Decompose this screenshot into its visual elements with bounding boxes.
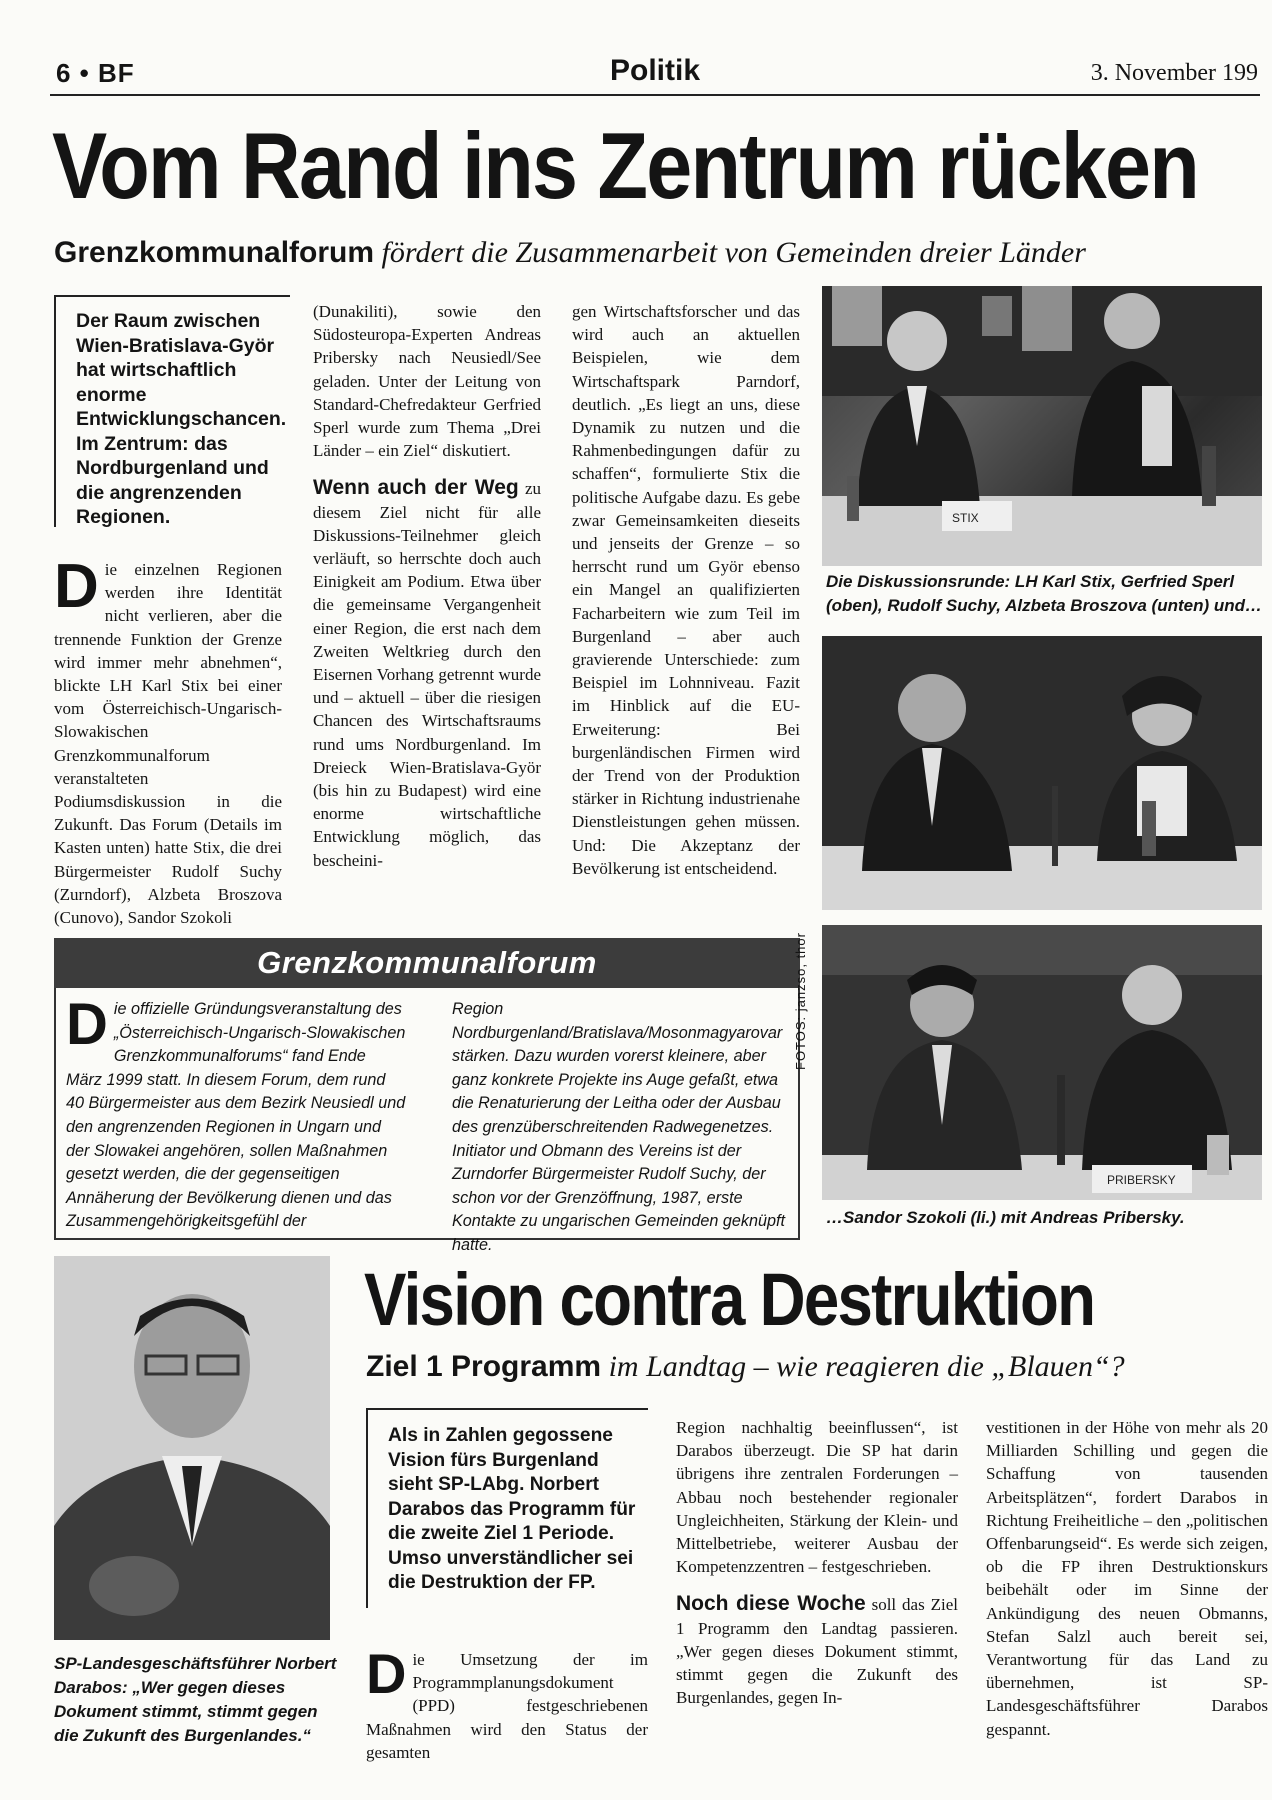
header-rule [50, 94, 1260, 96]
portrait-darabos [54, 1256, 330, 1640]
forum-col1-text: ie offizielle Gründungsveranstaltung des „Österreichisch-Ungarisch-Slowakischen Grenzkommunalforums“ fand Ende März 1999 statt. In diesem Forum, dem rund 40 Bürgermeister aus dem Bezirk Neusiedl und den angrenzenden Regionen in Ungarn und der Slowakei angehören, sollen Maßnahmen gesetzt werden, die der gegenseitigen Annäherung der Bevölkerung dienen und das Zusammengehörigkeitsgefühl der [66, 1000, 406, 1231]
section-title: Politik [610, 54, 701, 87]
article1-intro: Der Raum zwischen Wien-Bratislava-Györ hat wirtschaftlich enorme Entwicklungschancen. Im Zentrum: das Nordburgenland und die angrenzenden Regionen. [54, 295, 290, 527]
photo-szokoli-pribersky [822, 925, 1262, 1200]
article1-col2-after: zu diesem Ziel nicht für alle Diskussions-Teilnehmer gleich verläuft, so herrschte doch auch Einigkeit am Podium. Etwa über die gemeinsame Vergangenheit einer Region, die erst nach dem Zweiten Weltkrieg durch den Eisernen Vorhang getrennt wurde und – aktuell – über die riesigen Chancen des Wirtschaftsraums rund ums Nordburgenland. Im Dreieck Wien-Bratislava-Györ (bis hin zu Budapest) wird eine enorme wirtschaftliche Entwicklung möglich, das bescheini- [313, 479, 542, 870]
article1-col2-text: (Dunakiliti), sowie den Südosteuropa-Experten Andreas Pribersky nach Neusiedl/See geladen. Unter der Leitung von Standard-Chefredakteur Gerfried Sperl wurde zum Thema „Drei Länder – ein Ziel“ diskutiert. [313, 302, 541, 461]
photo-caption-bottom: …Sandor Szokoli (li.) mit Andreas Pribersky. [826, 1208, 1185, 1227]
nameplate-stix: STIX [952, 511, 979, 525]
article1-column-3: gen Wirtschaftsforscher und das wird auch an aktuellen Beispielen, wie dem Wirtschaftspark Parndorf, deutlich. „Es liegt an uns, diese Dynamik zu nutzen und die Rahmenbedingungen dafür zu schaffen“, formulierte Stix die politische Aufgabe dazu. Es gebe zwar Gemeinsamkeiten dieseits und jenseits der Grenze – so herrscht rund um Györ ebenso ein Mangel an qualifizierten Facharbeitern wie zum Teil im Burgenland – aber auch gravierende Unterschiede: zum Beispiel im Lohnniveau. Fazit im Hinblick auf die EU-Erweiterung: Bei burgenländischen Firmen wird der Trend von der Produktion stärker in Richtung industrienahe Dienstleistungen gehen müssen. Und: Die Akzeptanz der Bevölkerung ist entscheidend. [572, 302, 800, 878]
article2-sub-italic: im Landtag – wie reagieren die „Blauen“? [608, 1350, 1125, 1383]
article1-column-2 [313, 300, 541, 872]
nameplate-pribersky: PRIBERSKY [1107, 1173, 1176, 1187]
page-number: 6 • BF [56, 58, 135, 88]
article2-column-1 [366, 1642, 648, 1764]
photo-stix-sperl [822, 286, 1262, 566]
forum-column-1 [66, 992, 406, 1234]
photo-caption-top: Die Diskussionsrunde: LH Karl Stix, Gerfried Sperl (oben), Rudolf Suchy, Alzbeta Broszova (unten) und… [826, 572, 1263, 615]
article2-col1-text: ie Umsetzung der im Programmplanungsdokument (PPD) festgeschriebenen Maßnahmen wird den Status der gesamten [366, 1650, 648, 1762]
article1-col1-text: ie einzelnen Regionen werden ihre Identität nicht verlieren, aber die trennende Funktion der Grenze wird immer mehr abnehmen“, blickte LH Karl Stix bei einer vom Österreichisch-Ungarisch-Slowakischen Grenzkommunalforum veranstalteten Podiumsdiskussion in die Zukunft. Das Forum (Details im Kasten unten) hatte Stix, die drei Bürgermeister Rudolf Suchy (Zurndorf), Alzbeta Broszova (Cunovo), Sandor Szokoli [54, 560, 282, 928]
article2-col2-after: soll das Ziel 1 Programm den Landtag passieren. „Wer gegen dieses Dokument stimmt, stimmt gegen die Zukunft des Burgenlandes, gegen In- [676, 1595, 959, 1708]
photo-panel-bottom [822, 925, 1262, 1200]
photo-credit: FOTOS: janzso, thor [793, 932, 808, 1070]
photo-panel-top [822, 286, 1262, 566]
forum-dropcap: D [66, 992, 108, 1057]
article2-intro: Als in Zahlen gegossene Vision fürs Burgenland sieht SP-LAbg. Norbert Darabos das Programm für die zweite Ziel 1 Periode. Umso unverständlicher sei die Destruktion der FP. [366, 1408, 648, 1608]
issue-date: 3. November 199 [1090, 60, 1258, 86]
article2-sub-bold: Ziel 1 Programm [366, 1350, 602, 1383]
forum-title: Grenzkommunalforum [54, 938, 800, 988]
article1-dropcap: D [54, 552, 99, 621]
photo-panel-middle [822, 636, 1262, 910]
photo-suchy-broszova [822, 636, 1262, 910]
article1-subheadline [54, 236, 1086, 270]
article1-column-1 [54, 552, 282, 929]
article1-headline: Vom Rand ins Zentrum rücken [52, 113, 1198, 218]
article2-headline: Vision contra Destruktion [364, 1258, 1095, 1341]
article2-subhead: Noch diese Woche [676, 1592, 866, 1616]
article2-col2-text: Region nachhaltig beeinflussen“, ist Darabos überzeugt. Die SP hat darin übrigens ihre zentralen Forderungen – Abbau noch bestehender regionaler Ungleichheiten, Stärkung der Klein- und Mittelbetriebe, weiterer Ausbau der Kompetenzzentren – festgeschrieben. [676, 1418, 958, 1577]
article1-subhead: Wenn auch der Weg [313, 476, 519, 500]
article2-dropcap: D [366, 1642, 407, 1705]
forum-column-2: Region Nordburgenland/Bratislava/Mosonmagyarovar stärken. Dazu wurden vorerst kleinere, aber ganz konkrete Projekte ins Auge gefaßt, etwa die Renaturierung der Leitha oder der Ausbau des grenzüberschreitenden Radwegenetzes. Initiator und Obmann des Vereins ist der Zurndorfer Bürgermeister Rudolf Suchy, der schon vor der Grenzöffnung, 1987, erste Kontakte zu ungarischen Gemeinden geknüpft hatte. [452, 1000, 785, 1254]
darabos-caption: SP-Landesgeschäftsführer Norbert Darabos: „Wer gegen dieses Dokument stimmt, stimmt gegen die Zukunft des Burgenlandes.“ [54, 1654, 337, 1745]
article2-subheadline [366, 1350, 1125, 1384]
photo-darabos [54, 1256, 330, 1640]
article2-column-3: vestitionen in der Höhe von mehr als 20 Milliarden Schilling und gegen die Schaffung von tausenden Arbeitsplätzen“, fordert Darabos in Richtung Freiheitliche – den „politischen Offenbarungseid“. Es werde sich zeigen, ob die FP ihren Destruktionskurs beibehält oder im Sinne der Ankündigung des neuen Obmanns, Stefan Salzl auch bereit sei, Verantwortung für das Land zu übernehmen, ist SP-Landesgeschäftsführer Darabos gespannt. [986, 1418, 1268, 1739]
article1-sub-bold: Grenzkommunalforum [54, 236, 375, 269]
article1-sub-italic: fördert die Zusammenarbeit von Gemeinden dreier Länder [381, 236, 1086, 269]
article2-column-2 [676, 1416, 958, 1709]
